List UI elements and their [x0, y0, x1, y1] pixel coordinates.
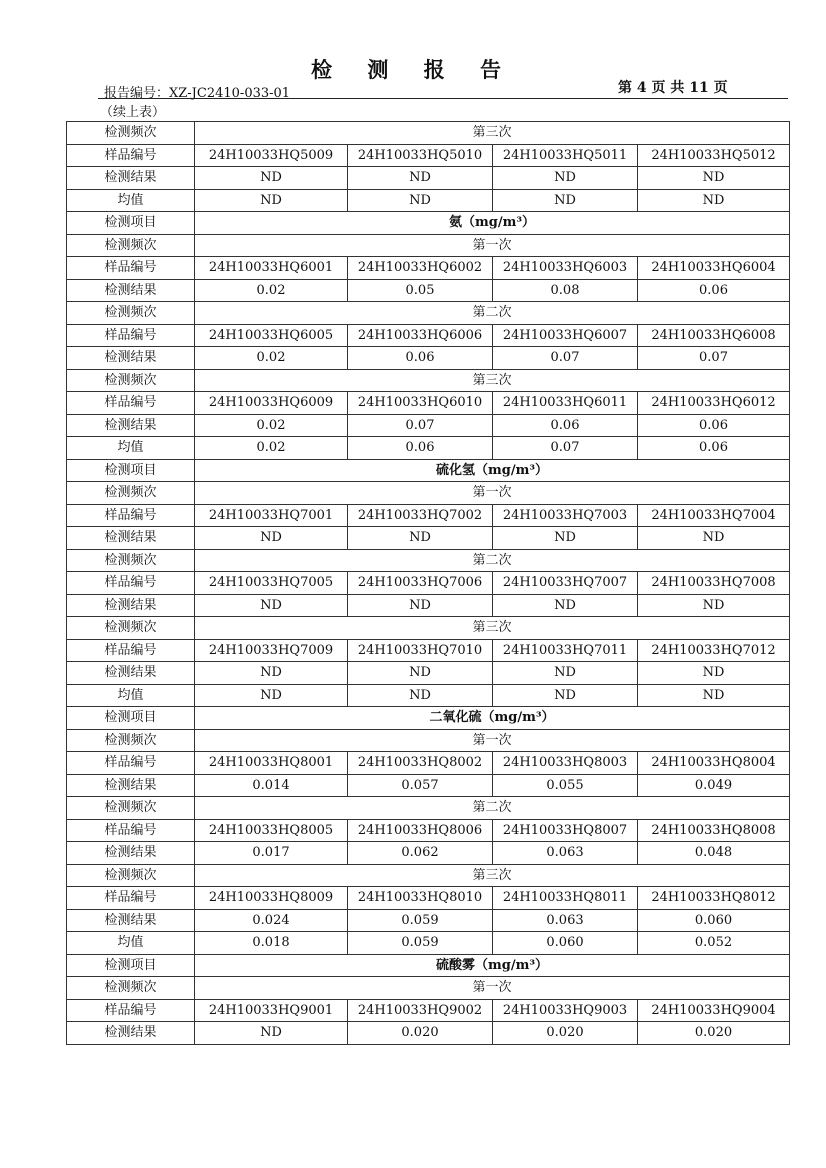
table-cell: 24H10033HQ7005 [195, 572, 348, 595]
table-row [67, 752, 790, 775]
table-cell: 0.020 [348, 1022, 493, 1045]
table-row [67, 369, 790, 392]
table-cell: 0.06 [638, 437, 790, 460]
table-row [67, 527, 790, 550]
table-row [67, 662, 790, 685]
table-row [67, 324, 790, 347]
table-cell: 0.020 [638, 1022, 790, 1045]
table-cell: 24H10033HQ7004 [638, 504, 790, 527]
table-cell: ND [195, 167, 348, 190]
table-cell: ND [348, 684, 493, 707]
table-cell: 24H10033HQ8011 [493, 887, 638, 910]
table-cell: 24H10033HQ7002 [348, 504, 493, 527]
table-row [67, 954, 790, 977]
table-cell: 0.024 [195, 909, 348, 932]
table-cell: 0.02 [195, 279, 348, 302]
report-number: 报告编号：XZ-JC2410-033-01 [104, 86, 291, 101]
table-cell: 24H10033HQ9001 [195, 999, 348, 1022]
table-cell: 24H10033HQ7007 [493, 572, 638, 595]
test-round: 第一次 [195, 729, 790, 752]
table-cell: 24H10033HQ6005 [195, 324, 348, 347]
table-row [67, 414, 790, 437]
table-cell: 0.07 [348, 414, 493, 437]
row-label: 检测项目 [67, 954, 195, 977]
table-cell: 0.02 [195, 347, 348, 370]
table-cell: 24H10033HQ8007 [493, 819, 638, 842]
table-cell: ND [638, 594, 790, 617]
table-cell: 0.02 [195, 437, 348, 460]
table-cell: 24H10033HQ5009 [195, 144, 348, 167]
table-cell: ND [638, 167, 790, 190]
table-cell: 24H10033HQ5011 [493, 144, 638, 167]
row-label: 检测结果 [67, 842, 195, 865]
row-label: 检测结果 [67, 527, 195, 550]
header-divider [98, 98, 788, 99]
table-cell: 0.062 [348, 842, 493, 865]
table-row [67, 797, 790, 820]
row-label: 样品编号 [67, 887, 195, 910]
continued-note: （续上表） [100, 105, 166, 120]
table-row [67, 1022, 790, 1045]
table-cell: 24H10033HQ5010 [348, 144, 493, 167]
table-cell: 24H10033HQ8012 [638, 887, 790, 910]
table-cell: 0.06 [493, 414, 638, 437]
table-cell: ND [493, 684, 638, 707]
test-item-name: 硫酸雾（mg/m³） [195, 954, 790, 977]
table-row [67, 639, 790, 662]
table-cell: 24H10033HQ7001 [195, 504, 348, 527]
table-cell: 24H10033HQ6004 [638, 257, 790, 280]
table-cell: ND [348, 662, 493, 685]
table-cell: 24H10033HQ6009 [195, 392, 348, 415]
table-cell: ND [348, 594, 493, 617]
table-cell: 24H10033HQ6011 [493, 392, 638, 415]
test-item-name: 二氧化硫（mg/m³） [195, 707, 790, 730]
table-row [67, 504, 790, 527]
table-cell: 24H10033HQ9003 [493, 999, 638, 1022]
row-label: 均值 [67, 189, 195, 212]
row-label: 均值 [67, 437, 195, 460]
table-row [67, 392, 790, 415]
table-cell: 0.055 [493, 774, 638, 797]
row-label: 检测结果 [67, 594, 195, 617]
table-cell: 24H10033HQ8008 [638, 819, 790, 842]
row-label: 样品编号 [67, 819, 195, 842]
table-cell: ND [348, 167, 493, 190]
test-round: 第三次 [195, 864, 790, 887]
row-label: 均值 [67, 684, 195, 707]
table-row [67, 437, 790, 460]
table-row [67, 459, 790, 482]
table-row [67, 909, 790, 932]
row-label: 检测频次 [67, 482, 195, 505]
table-cell: 24H10033HQ6008 [638, 324, 790, 347]
table-cell: 24H10033HQ8004 [638, 752, 790, 775]
table-row [67, 279, 790, 302]
row-label: 检测项目 [67, 459, 195, 482]
table-cell: ND [195, 189, 348, 212]
table-row [67, 302, 790, 325]
row-label: 检测结果 [67, 414, 195, 437]
table-cell: ND [348, 527, 493, 550]
table-row [67, 684, 790, 707]
table-cell: 0.07 [493, 347, 638, 370]
table-row [67, 347, 790, 370]
table-cell: 24H10033HQ7012 [638, 639, 790, 662]
table-cell: ND [493, 167, 638, 190]
table-cell: 24H10033HQ7011 [493, 639, 638, 662]
row-label: 样品编号 [67, 257, 195, 280]
row-label: 样品编号 [67, 752, 195, 775]
table-cell: ND [195, 594, 348, 617]
row-label: 样品编号 [67, 144, 195, 167]
table-row [67, 617, 790, 640]
row-label: 检测结果 [67, 662, 195, 685]
table-cell: 0.014 [195, 774, 348, 797]
test-item-name: 氨（mg/m³） [195, 212, 790, 235]
table-cell: ND [195, 662, 348, 685]
row-label: 检测结果 [67, 167, 195, 190]
table-row [67, 887, 790, 910]
table-cell: 24H10033HQ9002 [348, 999, 493, 1022]
row-label: 样品编号 [67, 999, 195, 1022]
test-round: 第一次 [195, 977, 790, 1000]
table-row [67, 549, 790, 572]
table-row [67, 572, 790, 595]
table-cell: ND [493, 189, 638, 212]
table-cell: 0.052 [638, 932, 790, 955]
table-cell: 0.02 [195, 414, 348, 437]
table-cell: 24H10033HQ6006 [348, 324, 493, 347]
table-cell: 24H10033HQ8010 [348, 887, 493, 910]
table-cell: 0.059 [348, 909, 493, 932]
table-cell: 24H10033HQ6001 [195, 257, 348, 280]
table-cell: ND [195, 684, 348, 707]
table-cell: 24H10033HQ8005 [195, 819, 348, 842]
row-label: 检测频次 [67, 122, 195, 145]
table-cell: 24H10033HQ8006 [348, 819, 493, 842]
test-round: 第一次 [195, 234, 790, 257]
row-label: 样品编号 [67, 504, 195, 527]
table-row [67, 167, 790, 190]
test-round: 第三次 [195, 617, 790, 640]
table-cell: ND [348, 189, 493, 212]
table-cell: 0.08 [493, 279, 638, 302]
table-row [67, 729, 790, 752]
table-row [67, 189, 790, 212]
test-round: 第三次 [195, 122, 790, 145]
row-label: 样品编号 [67, 392, 195, 415]
table-cell: 24H10033HQ6007 [493, 324, 638, 347]
test-round: 第三次 [195, 369, 790, 392]
table-cell: 0.06 [638, 414, 790, 437]
row-label: 样品编号 [67, 324, 195, 347]
table-cell: 0.048 [638, 842, 790, 865]
table-cell: 24H10033HQ6010 [348, 392, 493, 415]
row-label: 样品编号 [67, 639, 195, 662]
table-row [67, 842, 790, 865]
table-cell: 24H10033HQ7008 [638, 572, 790, 595]
table-cell: ND [493, 662, 638, 685]
table-cell: 0.057 [348, 774, 493, 797]
row-label: 检测频次 [67, 617, 195, 640]
table-cell: ND [638, 527, 790, 550]
row-label: 检测结果 [67, 909, 195, 932]
table-row [67, 932, 790, 955]
table-cell: ND [493, 594, 638, 617]
table-cell: 0.060 [493, 932, 638, 955]
table-row [67, 977, 790, 1000]
test-round: 第一次 [195, 482, 790, 505]
table-row [67, 122, 790, 145]
row-label: 检测频次 [67, 797, 195, 820]
table-cell: 24H10033HQ7003 [493, 504, 638, 527]
test-round: 第二次 [195, 549, 790, 572]
table-cell: 24H10033HQ6012 [638, 392, 790, 415]
table-cell: 24H10033HQ8001 [195, 752, 348, 775]
row-label: 检测结果 [67, 279, 195, 302]
table-cell: 0.06 [638, 279, 790, 302]
table-cell: ND [638, 189, 790, 212]
table-cell: ND [638, 684, 790, 707]
row-label: 检测项目 [67, 212, 195, 235]
row-label: 检测结果 [67, 1022, 195, 1045]
table-cell: 0.063 [493, 842, 638, 865]
report-title: 检 测 报 告 [311, 57, 515, 82]
table-cell: ND [195, 527, 348, 550]
table-row [67, 482, 790, 505]
row-label: 检测频次 [67, 234, 195, 257]
table-cell: 0.05 [348, 279, 493, 302]
page-indicator: 第 4 页 共 11 页 [618, 80, 728, 96]
table-cell: ND [195, 1022, 348, 1045]
table-cell: ND [638, 662, 790, 685]
test-round: 第二次 [195, 302, 790, 325]
row-label: 样品编号 [67, 572, 195, 595]
row-label: 检测频次 [67, 369, 195, 392]
table-row [67, 257, 790, 280]
table-row [67, 234, 790, 257]
table-cell: 0.020 [493, 1022, 638, 1045]
row-label: 检测频次 [67, 549, 195, 572]
table-row [67, 774, 790, 797]
row-label: 检测频次 [67, 977, 195, 1000]
test-round: 第二次 [195, 797, 790, 820]
table-row [67, 707, 790, 730]
test-item-name: 硫化氢（mg/m³） [195, 459, 790, 482]
row-label: 均值 [67, 932, 195, 955]
table-row [67, 864, 790, 887]
table-cell: 0.063 [493, 909, 638, 932]
table-row [67, 819, 790, 842]
table-cell: 0.017 [195, 842, 348, 865]
table-cell: 24H10033HQ6003 [493, 257, 638, 280]
row-label: 检测结果 [67, 774, 195, 797]
table-cell: 24H10033HQ7010 [348, 639, 493, 662]
table-cell: 0.07 [493, 437, 638, 460]
table-cell: 24H10033HQ8002 [348, 752, 493, 775]
table-cell: 0.06 [348, 347, 493, 370]
row-label: 检测项目 [67, 707, 195, 730]
table-cell: 0.018 [195, 932, 348, 955]
table-cell: 0.06 [348, 437, 493, 460]
table-row [67, 212, 790, 235]
table-cell: 24H10033HQ6002 [348, 257, 493, 280]
table-cell: 24H10033HQ5012 [638, 144, 790, 167]
table-cell: 0.07 [638, 347, 790, 370]
table-cell: 0.059 [348, 932, 493, 955]
table-cell: ND [493, 527, 638, 550]
table-row [67, 594, 790, 617]
row-label: 检测结果 [67, 347, 195, 370]
table-row [67, 999, 790, 1022]
row-label: 检测频次 [67, 302, 195, 325]
table-cell: 0.060 [638, 909, 790, 932]
results-table-body [67, 122, 790, 1045]
table-row [67, 144, 790, 167]
table-cell: 24H10033HQ8003 [493, 752, 638, 775]
row-label: 检测频次 [67, 729, 195, 752]
row-label: 检测频次 [67, 864, 195, 887]
table-cell: 24H10033HQ7006 [348, 572, 493, 595]
table-cell: 24H10033HQ9004 [638, 999, 790, 1022]
table-cell: 24H10033HQ8009 [195, 887, 348, 910]
table-cell: 24H10033HQ7009 [195, 639, 348, 662]
results-table [66, 121, 790, 1045]
table-cell: 0.049 [638, 774, 790, 797]
